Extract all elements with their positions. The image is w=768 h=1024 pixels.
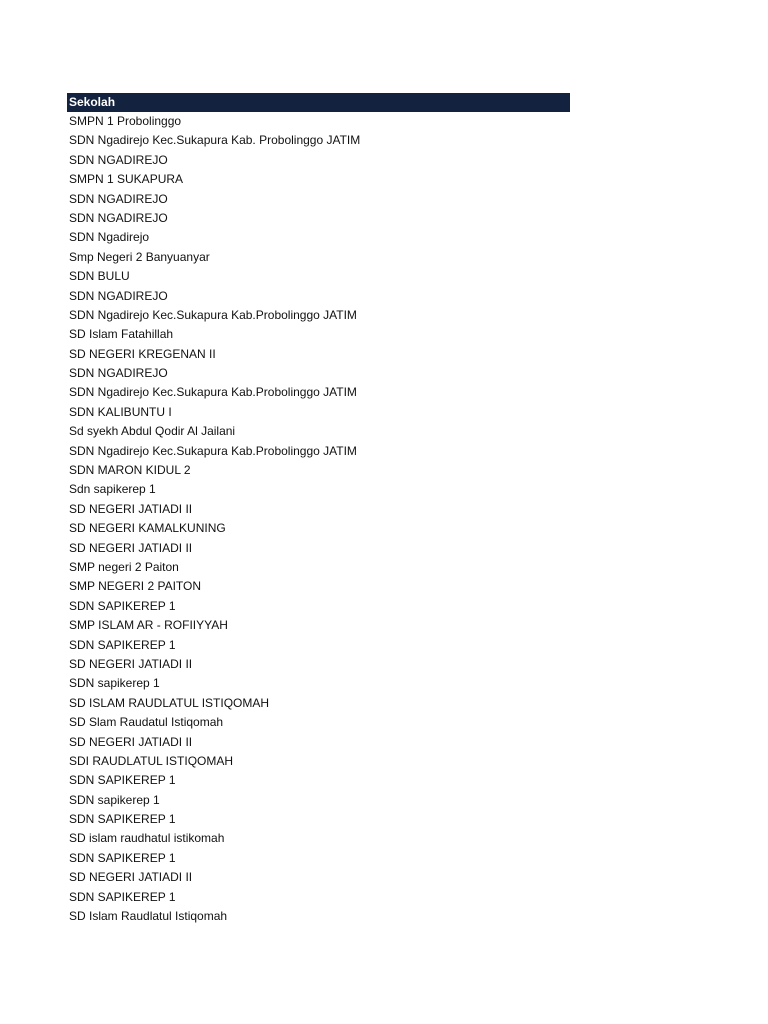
table-row: SD ISLAM RAUDLATUL ISTIQOMAH <box>69 695 270 710</box>
table-row: SDN Ngadirejo Kec.Sukapura Kab. Probolinggo JATIM <box>69 133 361 148</box>
table-row: SD NEGERI KREGENAN II <box>69 346 216 361</box>
table-row: SD NEGERI JATIADI II <box>69 734 193 749</box>
table-row: SDN Ngadirejo Kec.Sukapura Kab.Probolinggo JATIM <box>69 307 357 322</box>
table-row: SD NEGERI JATIADI II <box>69 540 193 555</box>
table-row: SDN SAPIKEREP 1 <box>69 637 176 652</box>
table-row: SDN SAPIKEREP 1 <box>69 598 176 613</box>
table-row: Sd syekh Abdul Qodir Al Jailani <box>69 424 236 439</box>
table-row: SDN NGADIREJO <box>69 288 168 303</box>
table-row: SMP negeri 2 Paiton <box>69 559 179 574</box>
table-row: SD islam raudhatul istikomah <box>69 831 225 846</box>
school-table <box>67 93 570 926</box>
table-row: Smp Negeri 2 Banyuanyar <box>69 249 210 264</box>
table-row: SDN SAPIKEREP 1 <box>69 889 176 904</box>
table-row: SD NEGERI JATIADI II <box>69 870 193 885</box>
table-row: SDN Ngadirejo Kec.Sukapura Kab.Probolinggo JATIM <box>69 443 357 458</box>
table-row: SDN SAPIKEREP 1 <box>69 773 176 788</box>
table-row: SDN sapikerep 1 <box>69 792 160 807</box>
table-row: SMP NEGERI 2 PAITON <box>69 579 202 594</box>
table-row: SD NEGERI JATIADI II <box>69 656 193 671</box>
column-header-sekolah: Sekolah <box>67 93 570 112</box>
table-row: SD Islam Fatahillah <box>69 327 174 342</box>
table-row: SMP ISLAM AR - ROFIIYYAH <box>69 618 228 633</box>
table-row: SMPN 1 SUKAPURA <box>69 172 184 187</box>
table-row: SDN SAPIKEREP 1 <box>69 850 176 865</box>
table-row: SDN NGADIREJO <box>69 210 168 225</box>
table-row: Sdn sapikerep 1 <box>69 482 156 497</box>
table-row: SDN NGADIREJO <box>69 152 168 167</box>
table-row: SDN Ngadirejo <box>69 230 150 245</box>
table-row: SMPN 1 Probolinggo <box>69 114 182 128</box>
table-row: SD NEGERI JATIADI II <box>69 501 193 516</box>
table-row: SDN MARON KIDUL 2 <box>69 463 191 478</box>
table-row: SDN KALIBUNTU I <box>69 404 172 419</box>
table-row: SDN SAPIKEREP 1 <box>69 812 176 827</box>
table-row: SD NEGERI KAMALKUNING <box>69 521 226 536</box>
table-row: SDI RAUDLATUL ISTIQOMAH <box>69 753 234 768</box>
table-row: SDN Ngadirejo Kec.Sukapura Kab.Probolinggo JATIM <box>69 385 357 400</box>
table-row: SDN BULU <box>69 269 130 284</box>
school-list <box>67 112 570 926</box>
table-row: SDN NGADIREJO <box>69 366 168 381</box>
table-row: SDN NGADIREJO <box>69 191 168 206</box>
table-row: SDN sapikerep 1 <box>69 676 160 691</box>
table-row: SD Slam Raudatul Istiqomah <box>69 715 224 730</box>
table-row: SD Islam Raudlatul Istiqomah <box>69 909 228 924</box>
